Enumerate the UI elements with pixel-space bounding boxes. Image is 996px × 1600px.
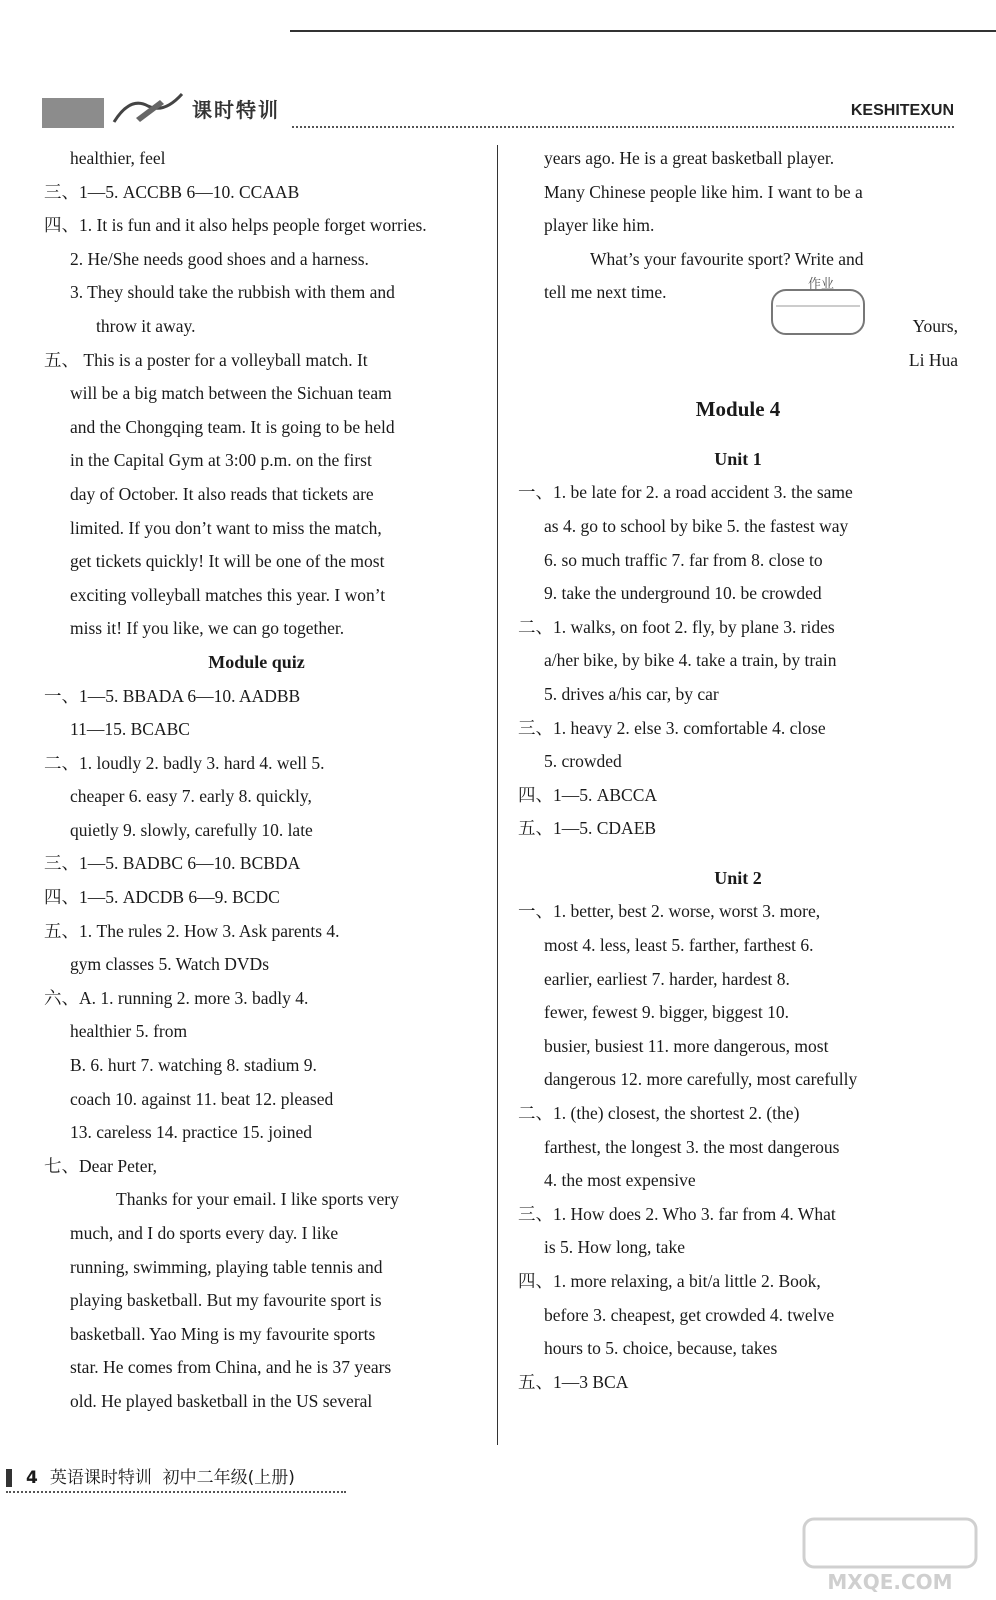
answer-line: day of October. It also reads that tickets are bbox=[70, 483, 374, 504]
answer-line: fewer, fewest 9. bigger, biggest 10. bbox=[544, 1002, 789, 1023]
answer-line: 11—15. BCABC bbox=[70, 719, 190, 740]
watermark-text: MXQE.COM bbox=[827, 1570, 953, 1594]
unit-title: Unit 2 bbox=[714, 867, 762, 888]
answer-line: 4. the most expensive bbox=[544, 1170, 696, 1191]
answer-line: hours to 5. choice, because, takes bbox=[544, 1338, 778, 1359]
answer-line: coach 10. against 11. beat 12. pleased bbox=[70, 1088, 334, 1109]
grade-label: 初中二年级(上册) bbox=[162, 1468, 295, 1488]
answer-line: B. 6. hurt 7. watching 8. stadium 9. bbox=[70, 1055, 317, 1076]
answer-line: much, and I do sports every day. I like bbox=[70, 1223, 339, 1243]
answer-line: healthier 5. from bbox=[70, 1021, 188, 1042]
answer-line: 三、1—5. BADBC 6—10. BCBDA bbox=[44, 853, 301, 874]
answer-line: 四、1—5. ABCCA bbox=[518, 784, 658, 805]
answer-line: playing basketball. But my favourite sport is bbox=[70, 1290, 382, 1311]
answer-line: busier, busiest 11. more dangerous, most bbox=[544, 1035, 829, 1056]
answer-line: 5. drives a/his car, by car bbox=[544, 683, 719, 704]
answer-line: 6. so much traffic 7. far from 8. close to bbox=[544, 549, 823, 570]
left-column bbox=[44, 142, 469, 1419]
answer-line: 二、1. loudly 2. badly 3. hard 4. well 5. bbox=[44, 752, 325, 773]
answer-line: before 3. cheapest, get crowded 4. twelve bbox=[544, 1304, 835, 1325]
answer-line: 三、1—5. ACCBB 6—10. CCAAB bbox=[44, 181, 300, 202]
answer-line: exciting volleyball matches this year. I won’t bbox=[70, 584, 386, 605]
answer-line: player like him. bbox=[544, 215, 655, 236]
pen-logo-icon bbox=[108, 88, 188, 128]
answer-line: a/her bike, by bike 4. take a train, by train bbox=[544, 650, 837, 671]
answer-line: gym classes 5. Watch DVDs bbox=[70, 954, 270, 975]
column-divider bbox=[497, 145, 498, 1445]
answer-line: as 4. go to school by bike 5. the fastest way bbox=[544, 515, 849, 536]
answer-line: basketball. Yao Ming is my favourite sports bbox=[70, 1323, 376, 1344]
answer-line: 五、1. The rules 2. How 3. Ask parents 4. bbox=[44, 920, 340, 941]
answer-line: 三、1. heavy 2. else 3. comfortable 4. close bbox=[518, 717, 826, 738]
answer-line: limited. If you don’t want to miss the match, bbox=[70, 517, 382, 538]
watermark-logo-icon bbox=[800, 1515, 980, 1595]
answer-line: running, swimming, playing table tennis and bbox=[70, 1256, 383, 1277]
answer-line: 四、1. more relaxing, a bit/a little 2. Book, bbox=[518, 1271, 821, 1291]
answer-line: 四、1. It is fun and it also helps people forget worries. bbox=[44, 215, 427, 236]
answer-line: 一、1. better, best 2. worse, worst 3. more, bbox=[518, 901, 821, 922]
section-title: Module quiz bbox=[208, 651, 305, 672]
answer-line: miss it! If you like, we can go together. bbox=[70, 618, 345, 639]
answer-line: and the Chongqing team. It is going to be held bbox=[70, 416, 395, 437]
brand-cn: 课时特训 bbox=[192, 98, 280, 122]
page-header bbox=[42, 88, 954, 130]
module-title: Module 4 bbox=[695, 397, 781, 422]
top-rule bbox=[290, 30, 996, 32]
answer-line: 五、1—5. CDAEB bbox=[518, 818, 657, 839]
answer-line: old. He played basketball in the US several bbox=[70, 1390, 373, 1411]
answer-line: What’s your favourite sport? Write and bbox=[590, 248, 864, 269]
answer-line: healthier, feel bbox=[70, 148, 166, 168]
answer-line: dangerous 12. more carefully, most carefully bbox=[544, 1069, 858, 1090]
answer-line: will be a big match between the Sichuan team bbox=[70, 383, 392, 404]
answer-line: 一、1—5. BBADA 6—10. AADBB bbox=[44, 685, 301, 706]
answer-line: get tickets quickly! It will be one of the most bbox=[70, 551, 385, 572]
answer-line: is 5. How long, take bbox=[544, 1237, 685, 1258]
answer-line: 一、1. be late for 2. a road accident 3. the same bbox=[518, 482, 853, 503]
answer-line: 13. careless 14. practice 15. joined bbox=[70, 1122, 312, 1143]
homework-stamp-icon bbox=[770, 272, 866, 338]
answer-line: Thanks for your email. I like sports very bbox=[116, 1189, 399, 1210]
answer-line: 二、1. (the) closest, the shortest 2. (the) bbox=[518, 1103, 800, 1124]
right-column bbox=[518, 142, 958, 1399]
answer-line: 五、 This is a poster for a volleyball match. It bbox=[44, 349, 368, 370]
answer-line: 六、A. 1. running 2. more 3. badly 4. bbox=[44, 987, 309, 1008]
answer-line: 2. He/She needs good shoes and a harness. bbox=[70, 248, 369, 269]
answer-line: 二、1. walks, on foot 2. fly, by plane 3. rides bbox=[518, 616, 835, 637]
page-footer bbox=[6, 1463, 506, 1491]
header-dotted-rule bbox=[292, 126, 954, 128]
answer-line: cheaper 6. easy 7. early 8. quickly, bbox=[70, 786, 312, 807]
answer-line: farthest, the longest 3. the most dangerous bbox=[544, 1136, 840, 1157]
letter-closing: Yours, bbox=[912, 315, 958, 336]
page-number: 4 bbox=[26, 1468, 38, 1488]
answer-line: 四、1—5. ADCDB 6—9. BCDC bbox=[44, 887, 280, 908]
answer-line: 3. They should take the rubbish with them and bbox=[70, 282, 395, 303]
answer-line: in the Capital Gym at 3:00 p.m. on the first bbox=[70, 450, 372, 471]
footer-dotted-rule bbox=[6, 1491, 346, 1493]
answer-line: 七、Dear Peter, bbox=[44, 1155, 158, 1176]
answer-line: quietly 9. slowly, carefully 10. late bbox=[70, 819, 313, 840]
book-title: 英语课时特训 bbox=[49, 1468, 152, 1488]
answer-line: tell me next time. bbox=[544, 282, 667, 303]
answer-line: years ago. He is a great basketball player. bbox=[544, 148, 835, 168]
header-grey-bar bbox=[42, 98, 104, 128]
answer-line: most 4. less, least 5. farther, farthest 6. bbox=[544, 935, 814, 956]
answer-line: star. He comes from China, and he is 37 years bbox=[70, 1357, 392, 1378]
unit-title: Unit 1 bbox=[714, 448, 762, 469]
answer-line: 5. crowded bbox=[544, 751, 622, 772]
answer-line: 9. take the underground 10. be crowded bbox=[544, 583, 822, 604]
footer-marker bbox=[6, 1469, 12, 1487]
answer-line: throw it away. bbox=[96, 315, 196, 336]
brand-en: KESHITEXUN bbox=[850, 102, 954, 119]
answer-line: Many Chinese people like him. I want to be a bbox=[544, 181, 863, 202]
letter-signature: Li Hua bbox=[908, 349, 958, 370]
answer-line: 五、1—3 BCA bbox=[518, 1371, 629, 1392]
answer-line: earlier, earliest 7. harder, hardest 8. bbox=[544, 968, 790, 989]
answer-line: 三、1. How does 2. Who 3. far from 4. What bbox=[518, 1203, 836, 1224]
stamp-label: 作业 bbox=[808, 277, 835, 292]
